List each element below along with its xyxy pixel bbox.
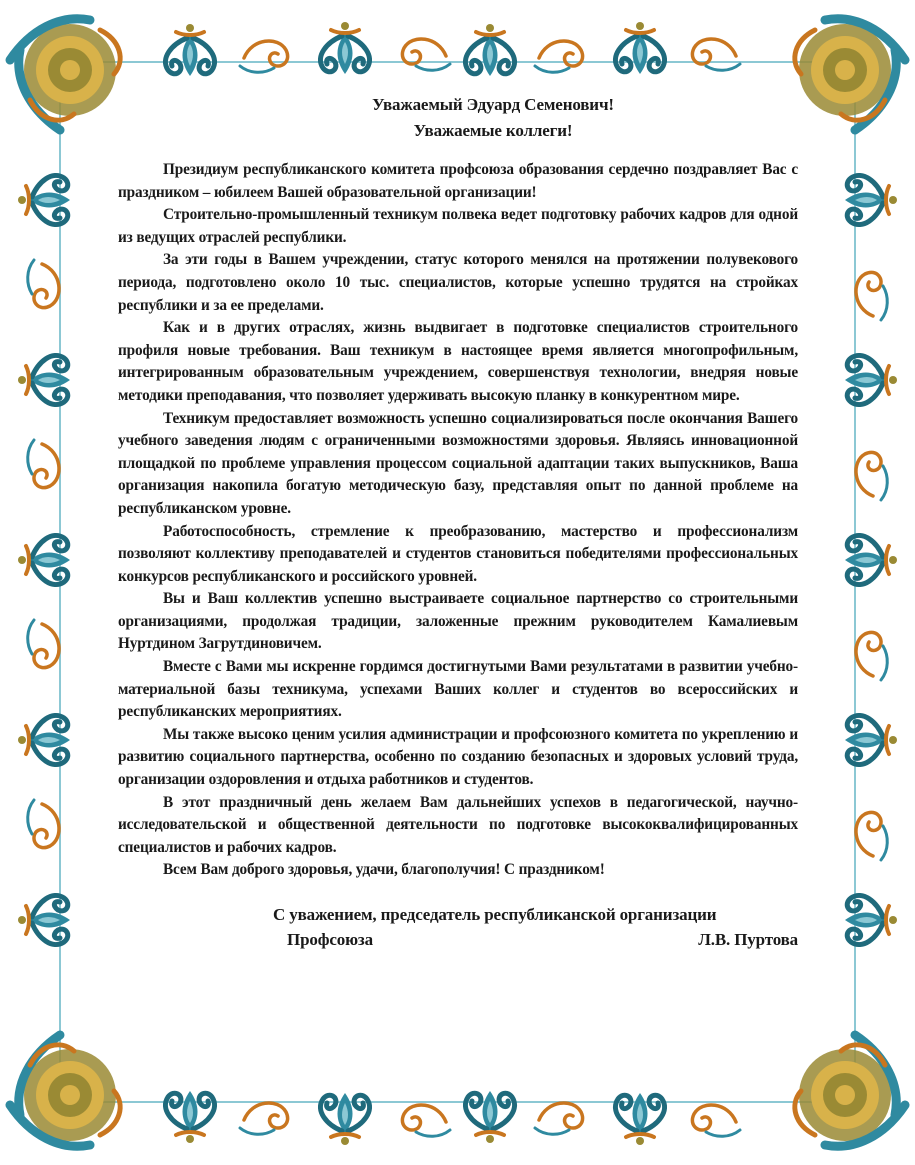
frame-bottom xyxy=(165,1091,740,1145)
greeting-line-1: Уважаемый Эдуард Семенович! xyxy=(372,95,614,114)
paragraph: Всем Вам доброго здоровья, удачи, благополучия! С праздником! xyxy=(163,861,605,879)
frame-right xyxy=(845,175,897,944)
corner-ornament-bottom-left xyxy=(10,1035,120,1146)
paragraph: Работоспособность, стремление к преобразованию, мастерство и профессионализм позволяют коллективу преподавателей и студентов становиться победителями профессиональных конкурсов республиканского и российского уровней. xyxy=(118,522,798,585)
frame-left xyxy=(18,175,70,944)
paragraph: Вы и Ваш коллектив успешно выстраиваете социальное партнерство со строительными организациями, продолжая традиции, заложенные прежним руководителем Камалиевым Нуртдином Загрутдиновичем. xyxy=(118,590,798,653)
paragraph: В этот праздничный день желаем Вам дальнейших успехов в педагогической, научно-исследовательской и общественной деятельности по подготовке высококвалифицированных специалистов и рабочих кадров. xyxy=(118,793,798,856)
paragraph: Техникум предоставляет возможность успешно социализироваться после окончания Вашего учебного заведения людям с ограниченными возможностями здоровья. Являясь инновационной площадкой по проблеме управления процессом социальной адаптации таких выпускников, Ваша организация накопила богатую методическую базу, представляя опыт по данной проблеме на республиканском уровне. xyxy=(118,409,798,517)
corner-ornament-top-left xyxy=(10,19,120,130)
salutation xyxy=(118,92,798,144)
paragraph: Как и в других отраслях, жизнь выдвигает в подготовке специалистов строительного профиля новые требования. Ваш техникум в настоящее время является многопрофильным, интегрированным образовательным учреждением, совершенствуя технологии, внедряя новые методики преподавания, что позволяет удерживать высокую планку в конкурентном мире. xyxy=(118,319,798,404)
corner-ornament-top-right xyxy=(795,19,905,130)
greeting-line-2: Уважаемые коллеги! xyxy=(413,121,573,140)
paragraph: Вместе с Вами мы искренне гордимся достигнутыми Вами результатами в развитии учебно-материальной базы техникума, успехами Ваших коллег и студентов во всероссийских и республиканских мероприятиях. xyxy=(118,658,798,721)
paragraph: За эти годы в Вашем учреждении, статус которого менялся на протяжении полувекового периода, подготовлено около 10 тыс. специалистов, которые успешно трудятся на стройках республики и за ее пределами. xyxy=(118,251,798,314)
paragraph: Строительно-промышленный техникум полвека ведет подготовку рабочих кадров для одной из ведущих отраслей республики. xyxy=(118,206,798,246)
signature-block xyxy=(118,902,798,952)
paragraph: Президиум республиканского комитета профсоюза образования сердечно поздравляет Вас с праздником – юбилеем Вашей образовательной организации! xyxy=(118,161,798,201)
frame-top xyxy=(165,22,740,76)
corner-ornament-bottom-right xyxy=(795,1035,905,1146)
paragraph: Мы также высоко ценим усилия администрации и профсоюзного комитета по укреплению и развитию социального партнерства, особенно по созданию безопасных и здоровых условий труда, организации оздоровления и отдыха работников и студентов. xyxy=(118,725,798,789)
letter-body xyxy=(118,92,798,952)
signature-organization: Профсоюза xyxy=(287,930,373,949)
letter-paragraphs xyxy=(118,159,798,882)
signature-line-1: С уважением, председатель республиканской организации xyxy=(273,905,717,924)
signature-name: Л.В. Пуртова xyxy=(698,930,798,949)
signature-line-2 xyxy=(273,927,798,952)
